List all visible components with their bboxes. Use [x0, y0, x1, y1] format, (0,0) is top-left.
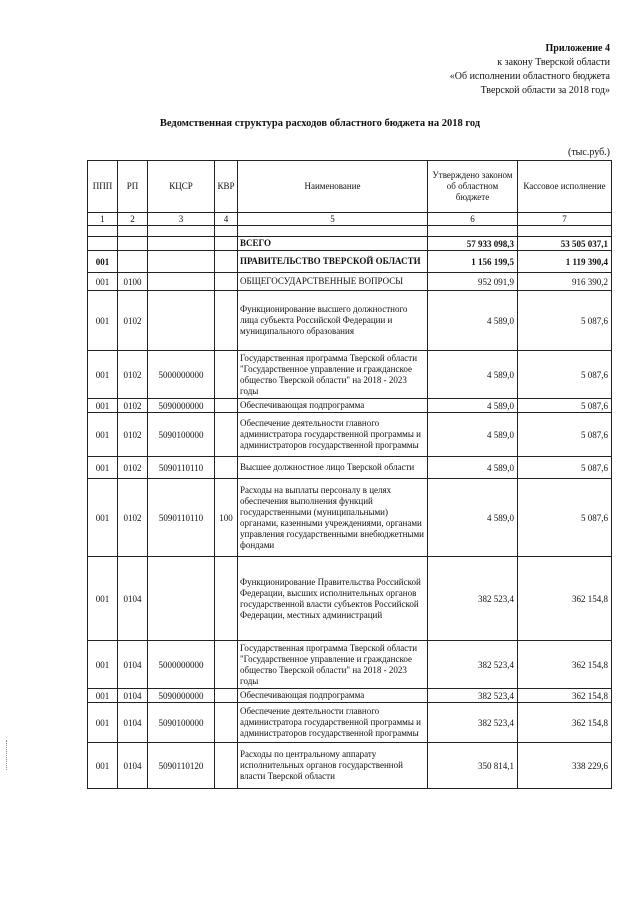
cell-approved: 4 589,0: [428, 413, 518, 457]
cell-ppp: 001: [88, 557, 118, 641]
col-header-kvr: КВР: [215, 161, 238, 213]
cell-kcsr: [148, 273, 215, 291]
cell-executed: 5 087,6: [518, 457, 612, 479]
cell-rp: 0104: [118, 557, 148, 641]
appendix-header: [450, 42, 610, 98]
cell-executed: 362 154,8: [518, 641, 612, 689]
cell-kvr: [215, 399, 238, 413]
cell-kcsr: 5090000000: [148, 399, 215, 413]
col-header-executed: Кассовое исполнение: [518, 161, 612, 213]
cell-kcsr: 5090100000: [148, 703, 215, 743]
cell-kcsr: [148, 251, 215, 273]
appendix-law-title: «Об исполнении областного бюджета: [449, 71, 610, 82]
cell-ppp: 001: [88, 457, 118, 479]
cell-rp: [118, 237, 148, 251]
table-row: [88, 291, 612, 351]
cell-approved: 382 523,4: [428, 557, 518, 641]
cell-ppp: 001: [88, 399, 118, 413]
cell-kvr: [215, 237, 238, 251]
cell-name: Обеспечение деятельности главного администратора государственной программы и администраторов государственной программы: [238, 413, 428, 457]
cell-executed: 362 154,8: [518, 703, 612, 743]
col-header-ppp: ППП: [88, 161, 118, 213]
cell-executed: 53 505 037,1: [518, 237, 612, 251]
column-index: 2: [118, 213, 148, 226]
cell-kcsr: 5090000000: [148, 689, 215, 703]
table-body: [88, 237, 612, 789]
cell-rp: 0102: [118, 479, 148, 557]
cell-approved: 350 814,1: [428, 743, 518, 789]
column-index: 3: [148, 213, 215, 226]
table-row: [88, 273, 612, 291]
column-index-row: [88, 213, 612, 226]
cell-executed: 362 154,8: [518, 689, 612, 703]
cell-name: Обеспечение деятельности главного администратора государственной программы и администраторов государственной программы: [238, 703, 428, 743]
cell-rp: 0102: [118, 399, 148, 413]
cell-kcsr: 5090110120: [148, 743, 215, 789]
table-row: [88, 703, 612, 743]
cell-executed: 916 390,2: [518, 273, 612, 291]
cell-kvr: [215, 703, 238, 743]
table-row: [88, 743, 612, 789]
cell-rp: 0104: [118, 641, 148, 689]
cell-kcsr: 5090110110: [148, 479, 215, 557]
table-row: [88, 399, 612, 413]
table-row: [88, 413, 612, 457]
cell-rp: 0104: [118, 703, 148, 743]
cell-approved: 952 091,9: [428, 273, 518, 291]
cell-executed: 5 087,6: [518, 479, 612, 557]
cell-ppp: 001: [88, 743, 118, 789]
table-row: [88, 351, 612, 399]
cell-approved: 4 589,0: [428, 479, 518, 557]
column-index: 1: [88, 213, 118, 226]
cell-kvr: [215, 743, 238, 789]
cell-rp: 0102: [118, 351, 148, 399]
col-header-name: Наименование: [238, 161, 428, 213]
cell-kcsr: 5090110110: [148, 457, 215, 479]
cell-kcsr: 5000000000: [148, 641, 215, 689]
cell-name: Государственная программа Тверской области "Государственное управление и гражданское общество Тверской области" на 2018 - 2023 годы: [238, 641, 428, 689]
cell-name: Функционирование Правительства Российской Федерации, высших исполнительных органов государственной власти субъектов Российской Федерации, местных администраций: [238, 557, 428, 641]
cell-ppp: 001: [88, 291, 118, 351]
cell-kvr: [215, 457, 238, 479]
column-index: 4: [215, 213, 238, 226]
cell-kcsr: [148, 291, 215, 351]
cell-name: ПРАВИТЕЛЬСТВО ТВЕРСКОЙ ОБЛАСТИ: [238, 251, 428, 273]
cell-kcsr: 5090100000: [148, 413, 215, 457]
table-row: [88, 457, 612, 479]
margin-mark: [6, 740, 9, 770]
cell-rp: 0102: [118, 413, 148, 457]
cell-executed: 5 087,6: [518, 413, 612, 457]
table-row: [88, 641, 612, 689]
cell-kcsr: [148, 237, 215, 251]
cell-kvr: [215, 273, 238, 291]
cell-ppp: 001: [88, 251, 118, 273]
cell-rp: 0100: [118, 273, 148, 291]
cell-approved: 4 589,0: [428, 351, 518, 399]
cell-kvr: [215, 689, 238, 703]
cell-executed: 1 119 390,4: [518, 251, 612, 273]
cell-kvr: [215, 251, 238, 273]
cell-approved: 57 933 098,3: [428, 237, 518, 251]
cell-approved: 382 523,4: [428, 641, 518, 689]
column-index: 5: [238, 213, 428, 226]
cell-name: Высшее должностное лицо Тверской области: [238, 457, 428, 479]
cell-ppp: 001: [88, 479, 118, 557]
document-title: Ведомственная структура расходов областного бюджета на 2018 год: [159, 118, 481, 129]
cell-kvr: [215, 557, 238, 641]
cell-ppp: 001: [88, 413, 118, 457]
cell-name: Обеспечивающая подпрограмма: [238, 399, 428, 413]
cell-executed: 362 154,8: [518, 557, 612, 641]
col-header-kcsr: КЦСР: [148, 161, 215, 213]
cell-name: ВСЕГО: [238, 237, 428, 251]
cell-kvr: [215, 413, 238, 457]
units-label: (тыс.руб.): [567, 147, 610, 158]
appendix-law-ref: к закону Тверской области: [497, 57, 610, 68]
table-row: [88, 689, 612, 703]
cell-rp: 0102: [118, 291, 148, 351]
budget-table: [87, 160, 612, 789]
table-row: [88, 251, 612, 273]
cell-kvr: [215, 641, 238, 689]
cell-kcsr: 5000000000: [148, 351, 215, 399]
cell-name: Государственная программа Тверской области "Государственное управление и гражданское общество Тверской области" на 2018 - 2023 годы: [238, 351, 428, 399]
col-header-rp: РП: [118, 161, 148, 213]
cell-approved: 4 589,0: [428, 399, 518, 413]
cell-name: Функционирование высшего должностного лица субъекта Российской Федерации и муниципального образования: [238, 291, 428, 351]
cell-rp: 0104: [118, 689, 148, 703]
cell-approved: 382 523,4: [428, 703, 518, 743]
appendix-law-year: Тверской области за 2018 год»: [480, 85, 610, 96]
cell-approved: 4 589,0: [428, 291, 518, 351]
cell-approved: 1 156 199,5: [428, 251, 518, 273]
table-row: [88, 237, 612, 251]
cell-kvr: [215, 351, 238, 399]
column-index: 6: [428, 213, 518, 226]
cell-executed: 5 087,6: [518, 399, 612, 413]
cell-executed: 5 087,6: [518, 351, 612, 399]
cell-executed: 338 229,6: [518, 743, 612, 789]
cell-ppp: 001: [88, 273, 118, 291]
cell-name: ОБЩЕГОСУДАРСТВЕННЫЕ ВОПРОСЫ: [238, 273, 428, 291]
cell-ppp: 001: [88, 641, 118, 689]
cell-kvr: [215, 291, 238, 351]
cell-ppp: 001: [88, 703, 118, 743]
table-header-row: [88, 161, 612, 213]
table-row: [88, 557, 612, 641]
cell-rp: 0102: [118, 457, 148, 479]
cell-executed: 5 087,6: [518, 291, 612, 351]
cell-name: Расходы на выплаты персоналу в целях обеспечения выполнения функций государственными (муниципальными) органами, казенными учреждениями, органами управления государственными внебюджетными фондами: [238, 479, 428, 557]
table-row: [88, 479, 612, 557]
cell-approved: 382 523,4: [428, 689, 518, 703]
cell-name: Расходы по центральному аппарату исполнительных органов государственной власти Тверской области: [238, 743, 428, 789]
cell-rp: [118, 251, 148, 273]
cell-kvr: 100: [215, 479, 238, 557]
column-index: 7: [518, 213, 612, 226]
cell-approved: 4 589,0: [428, 457, 518, 479]
cell-ppp: 001: [88, 689, 118, 703]
col-header-approved: Утверждено законом об областном бюджете: [428, 161, 518, 213]
cell-ppp: [88, 237, 118, 251]
cell-ppp: 001: [88, 351, 118, 399]
appendix-number: Приложение 4: [545, 43, 610, 54]
cell-name: Обеспечивающая подпрограмма: [238, 689, 428, 703]
cell-rp: 0104: [118, 743, 148, 789]
spacer-row: [88, 226, 612, 237]
cell-kcsr: [148, 557, 215, 641]
